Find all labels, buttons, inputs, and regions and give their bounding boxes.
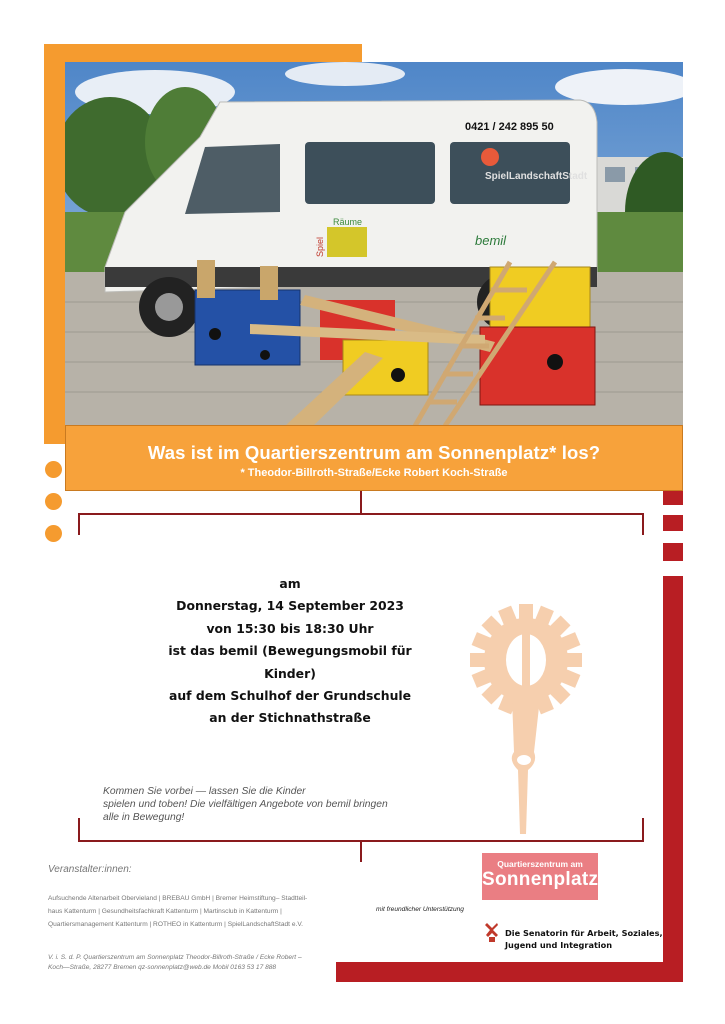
event-date: Donnerstag, 14 September 2023 [176,598,404,614]
orange-dot [45,461,62,478]
event-details [150,573,430,730]
invitation-line: alle in Bewegung! [103,812,185,823]
headline-banner [65,425,683,491]
red-frame-segment [663,543,683,561]
quartierszentrum-logo [482,853,598,900]
imprint [48,953,348,973]
organizers-title: Veranstalter:innen: [48,864,132,875]
van-logo-spiel-text: Spiel [315,236,325,257]
red-frame-segment [663,491,683,505]
banner-subtitle: * Theodor-Billroth-Straße/Ecke Robert Koch-Straße [240,467,508,479]
event-time: von 15:30 bis 18:30 Uhr [206,620,374,636]
red-frame-segment [663,515,683,531]
event-line: am [279,576,301,591]
senatorin-emblem-icon [484,921,500,943]
logo-main-text: Sonnenplatz [482,869,599,890]
orange-dot [45,493,62,510]
orange-dot [45,525,62,542]
orange-frame-left [44,44,65,444]
bracket-bottom-right [642,818,644,842]
photo-van [65,62,683,426]
senatorin-line: Jugend und Integration [505,940,613,951]
support-note: mit freundlicher Unterstützung [376,906,464,913]
event-line: ist das bemil (Bewegungsmobil für [168,643,412,659]
imprint-line: V. i. S. d. P. Quartierszentrum am Sonnenplatz Theodor-Billroth-Straße / Ecke Robert – [48,954,302,961]
bracket-bottom-left [78,818,80,842]
logo-top-text: Quartierszentrum am [497,859,583,869]
bracket-top [78,513,644,515]
van-bemil-text: bemil [475,233,507,248]
imprint-line: Koch—Straße, 28277 Bremen qz-sonnenplatz@web.de Mobil 0163 53 17 888 [48,964,277,971]
organizers-list [48,892,348,931]
organizers-line: Quartiersmanagement Kattenturm | ROTHEO in Kattenturm | SpielLandschaftStadt e.V. [48,921,303,928]
invitation-text [103,785,423,824]
invitation-line: Kommen Sie vorbei — lassen Sie die Kinder [103,786,306,797]
event-location: an der Stichnathstraße [209,710,371,726]
senatorin-line: Die Senatorin für Arbeit, Soziales, [505,928,663,938]
connector-line-bottom [360,840,362,862]
red-frame-bottom [336,962,683,982]
van-phone-text: 0421 / 242 895 50 [465,121,554,133]
orange-frame-top [44,44,362,62]
van-window-logo-text: SpielLandschaftStadt [485,171,588,182]
sun-key-graphic [468,602,588,842]
senatorin-text [505,927,665,951]
van-logo-raeume-text: Räume [333,217,363,227]
red-frame-right [663,576,683,982]
invitation-line: spielen und toben! Die vielfältigen Angebote von bemil bringen [103,799,388,810]
banner-title: Was ist im Quartierszentrum am Sonnenplatz* los? [147,442,601,463]
event-line: Kinder) [264,665,316,681]
organizers-line: Aufsuchende Altenarbeit Obervieland | BREBAU GmbH | Bremer Heimstiftung– Stadtteil- [48,895,308,902]
bracket-top-right [642,513,644,535]
organizers-line: haus Kattenturm | Gesundheitsfachkraft Kattenturm | Martinsclub in Kattenturm | [48,908,282,915]
event-location: auf dem Schulhof der Grundschule [168,688,412,704]
connector-line [360,491,362,514]
bracket-top-left [78,513,80,535]
